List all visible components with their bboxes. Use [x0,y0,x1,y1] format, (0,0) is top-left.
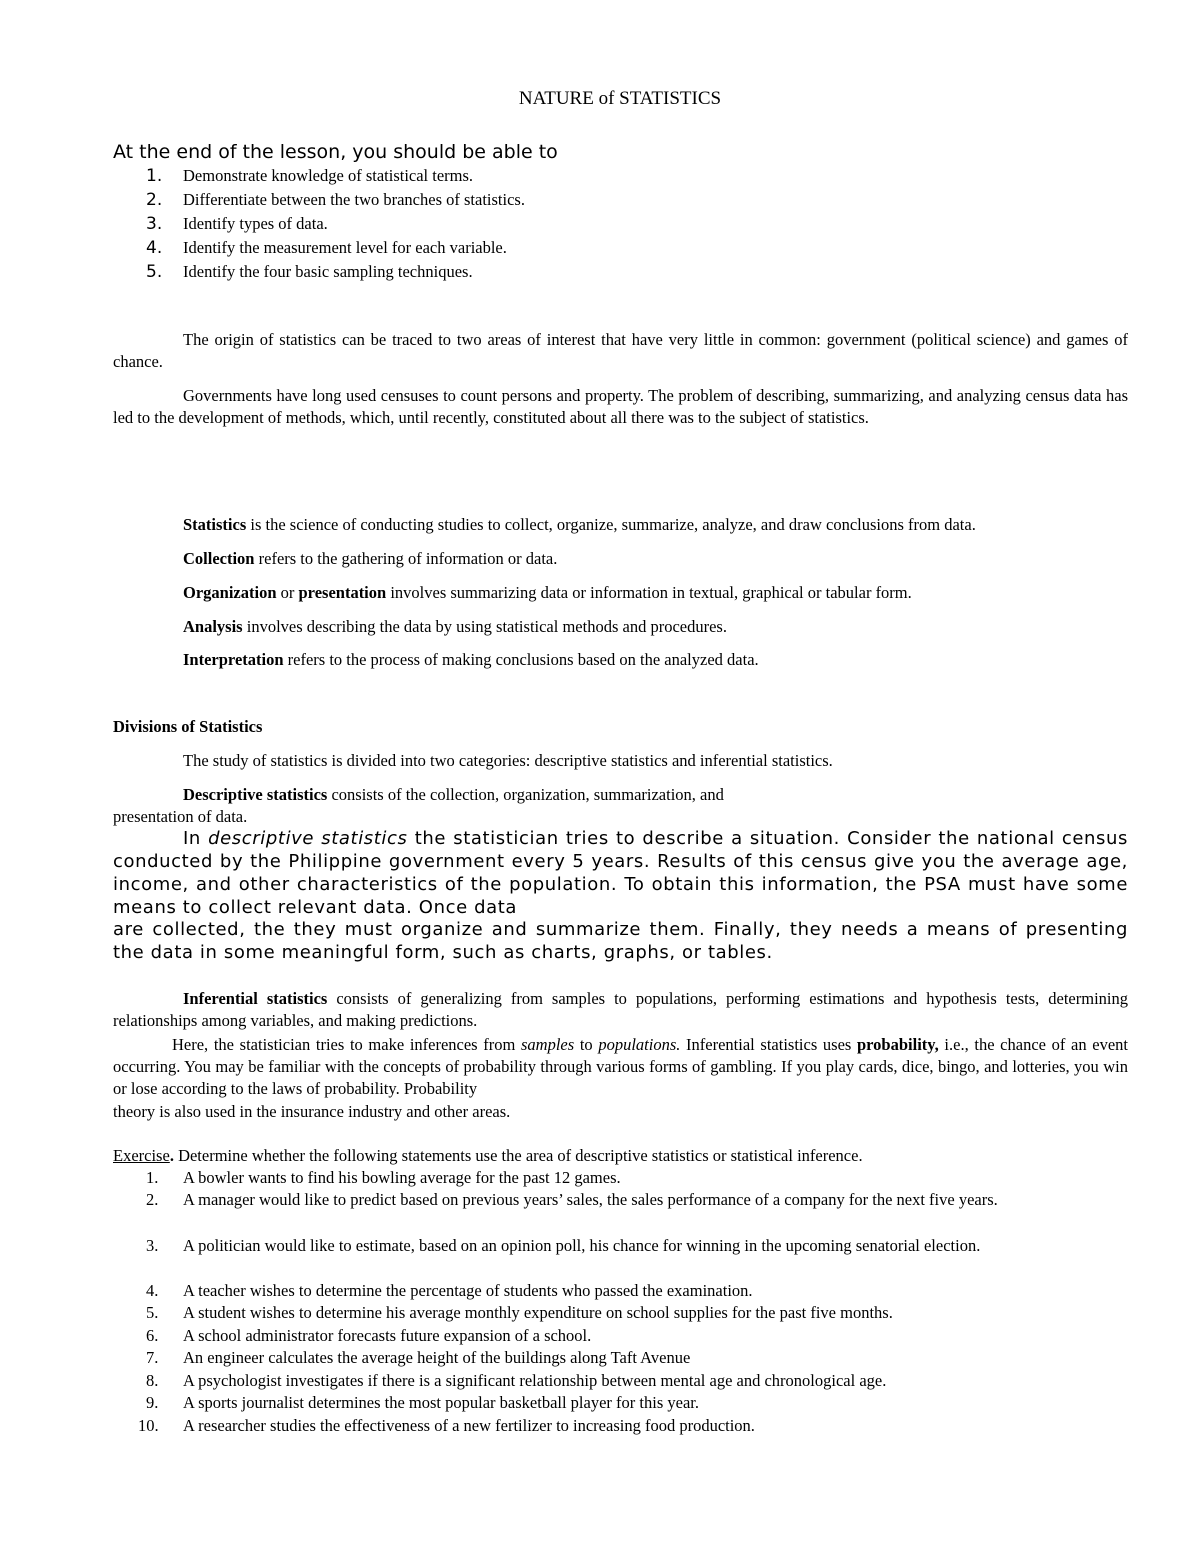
definition-term: presentation [298,583,387,602]
definition-organization [183,582,1143,604]
inferential-definition [113,988,1128,1032]
exercise-item [138,1415,1128,1437]
inferential-paragraph [113,1034,1128,1100]
objective-item [146,237,1046,259]
inf-text: Inferential statistics uses [680,1035,857,1054]
descriptive-paragraph-cont: are collected, the they must organize and summarize them. Finally, they needs a means of presenting the data in some meaningful form, such as charts, graphs, or tables. [113,919,1128,963]
exercise-text: A teacher wishes to determine the percentage of students who passed the examination. [183,1281,753,1300]
exercise-item [146,1302,1128,1324]
definition-interpretation [183,649,1143,671]
inf-samples: samples [521,1035,575,1054]
definition-term: Analysis [183,617,243,636]
divisions-heading: Divisions of Statistics [113,717,263,736]
exercise-item [146,1392,1128,1414]
exercise-item [146,1235,1128,1257]
inf-text: Here, the statistician tries to make inferences from [172,1035,521,1054]
definition-text: consists of the collection, organization, summarization, and [327,785,724,804]
exercise-text: A psychologist investigates if there is a significant relationship between mental age and chronological age. [183,1371,887,1390]
exercise-text: An engineer calculates the average height of the buildings along Taft Avenue [183,1348,691,1367]
objective-number: 3. [146,214,163,234]
definition-connector: or [276,583,299,602]
objective-item [146,213,1046,235]
definition-text: involves summarizing data or information in textual, graphical or tabular form. [386,583,912,602]
origin-paragraph-1: The origin of statistics can be traced to two areas of interest that have very little in common: government (political science) and games of chance. [113,330,1128,371]
exercise-dot: . [169,1146,174,1165]
page-title: NATURE of STATISTICS [518,88,722,109]
objective-text: Identify the four basic sampling techniques. [183,262,473,281]
objective-number: 1. [146,166,163,186]
objective-item [146,165,1046,187]
exercise-number: 6. [146,1326,159,1345]
exercise-item [146,1189,1128,1211]
exercise-number: 10. [138,1416,159,1435]
descriptive-definition [183,784,1143,806]
exercise-number: 3. [146,1236,159,1255]
objective-text: Differentiate between the two branches of statistics. [183,190,525,209]
exercise-text: Determine whether the following statements use the area of descriptive statistics or statistical inference. [173,1146,863,1165]
exercise-text: A politician would like to estimate, based on an opinion poll, his chance for winning in the upcoming senatorial election. [183,1236,981,1255]
exercise-instruction [113,1145,1128,1167]
objective-text: Identify the measurement level for each variable. [183,238,507,257]
definition-collection [183,548,1143,570]
objective-text: Identify types of data. [183,214,328,233]
definition-text: involves describing the data by using statistical methods and procedures. [242,617,727,636]
objective-number: 5. [146,262,163,282]
objective-item [146,189,1046,211]
definition-term: Inferential statistics [183,989,328,1008]
desc-lead: In [183,828,209,849]
exercise-text: A school administrator forecasts future expansion of a school. [183,1326,592,1345]
exercise-label: Exercise [113,1146,170,1165]
objective-number: 2. [146,190,163,210]
desc-body: the statistician tries to describe a situation. Consider the national census conducted by the Philippine government every 5 years. Results of this census give you the average age, income, and other characteristics of the population. To obtain this information, the PSA must have some means to collect relevant data. Once data [113,828,1128,918]
inf-populations: populations. [598,1035,681,1054]
objective-item [146,261,1046,283]
definition-term: Interpretation [183,650,284,669]
exercise-number: 9. [146,1393,159,1412]
inf-text: to [574,1035,599,1054]
definition-term: Descriptive statistics [183,785,328,804]
exercise-text: A student wishes to determine his average monthly expenditure on school supplies for the past five months. [183,1303,893,1322]
exercise-number: 8. [146,1371,159,1390]
objective-text: Demonstrate knowledge of statistical terms. [183,166,474,185]
inf-probability: probability, [856,1035,939,1054]
inferential-paragraph-cont: theory is also used in the insurance industry and other areas. [113,1102,511,1121]
exercise-item [146,1280,1128,1302]
exercise-text: A researcher studies the effectiveness of a new fertilizer to increasing food production. [183,1416,755,1435]
exercise-text: A bowler wants to find his bowling average for the past 12 games. [183,1168,621,1187]
exercise-number: 5. [146,1303,159,1322]
definition-term: Statistics [183,515,247,534]
definition-text: refers to the process of making conclusions based on the analyzed data. [283,650,759,669]
exercise-number: 7. [146,1348,159,1367]
exercise-number: 4. [146,1281,159,1300]
desc-term: descriptive statistics [208,828,408,849]
exercise-item [146,1325,1128,1347]
exercise-text: A sports journalist determines the most popular basketball player for this year. [183,1393,699,1412]
descriptive-definition-cont: presentation of data. [113,807,248,826]
definition-text: is the science of conducting studies to collect, organize, summarize, analyze, and draw conclusions from data. [246,515,976,534]
definition-term: Organization [183,583,277,602]
divisions-intro: The study of statistics is divided into two categories: descriptive statistics and inferential statistics. [183,751,833,770]
exercise-number: 2. [146,1190,159,1209]
definition-analysis [183,616,1143,638]
definition-text: refers to the gathering of information or data. [254,549,558,568]
objectives-intro: At the end of the lesson, you should be able to [113,141,558,163]
exercise-text: A manager would like to predict based on previous years’ sales, the sales performance of a company for the next five years. [183,1190,998,1209]
descriptive-paragraph [113,827,1128,919]
exercise-item [146,1167,1128,1189]
origin-paragraph-2: Governments have long used censuses to count persons and property. The problem of describing, summarizing, and analyzing census data has led to the development of methods, which, until recently, constituted about all there was to the subject of statistics. [113,386,1128,427]
definition-term: Collection [183,549,255,568]
exercise-item [146,1347,1128,1369]
definition-text: consists of generalizing from samples to populations, performing estimations and hypothesis tests, determining relationships among variables, and making predictions. [113,989,1128,1030]
definition-statistics [183,514,1143,536]
inf-text: i.e., the chance of an event occurring. You may be familiar with the concepts of probability through various forms of gambling. If you play cards, dice, bingo, and lotteries, you win or lose according to the laws of probability. Probability [113,1035,1128,1098]
exercise-number: 1. [146,1168,159,1187]
objective-number: 4. [146,238,163,258]
exercise-item [146,1370,1128,1392]
